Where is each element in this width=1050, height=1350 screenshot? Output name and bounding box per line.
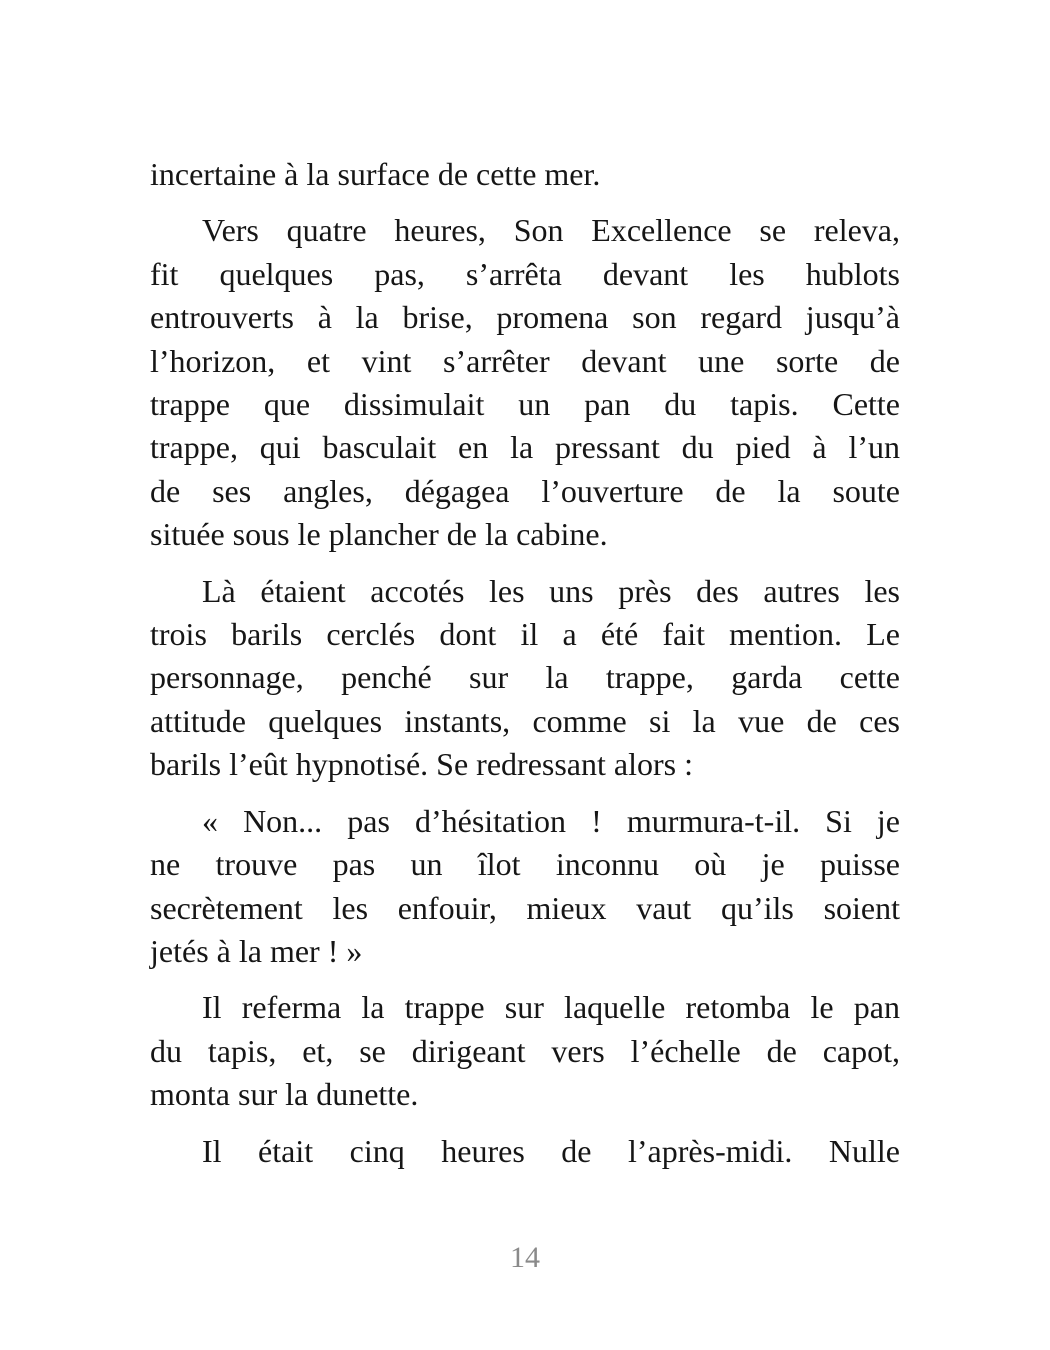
text-line: jetés à la mer ! » — [150, 932, 363, 969]
page-number: 14 — [510, 1241, 540, 1274]
text-line: du tapis, et, se dirigeant vers l’échelle de capot, — [150, 1032, 900, 1069]
paragraph — [150, 153, 900, 196]
text-line: barils l’eût hypnotisé. Se redressant alors : — [150, 746, 693, 783]
text-line: l’horizon, et vint s’arrêter devant une sorte de — [150, 342, 900, 379]
text-line: personnage, penché sur la trappe, garda cette — [150, 659, 900, 696]
text-line: Vers quatre heures, Son Excellence se releva, — [202, 212, 900, 249]
text-line: Il était cinq heures de l’après-midi. Nulle — [202, 1132, 900, 1169]
text-line: monta sur la dunette. — [150, 1076, 419, 1113]
text-line: trappe, qui basculait en la pressant du pied à l’un — [150, 429, 900, 466]
text-line: située sous le plancher de la cabine. — [150, 516, 608, 553]
text-line: secrètement les enfouir, mieux vaut qu’ils soient — [150, 889, 900, 926]
paragraph — [150, 570, 900, 787]
text-line: ne trouve pas un îlot inconnu où je puisse — [150, 846, 900, 883]
paragraph — [150, 209, 900, 556]
paragraph — [150, 800, 900, 974]
text-line: « Non... pas d’hésitation ! murmura-t-il. Si je — [202, 802, 900, 839]
text-line: entrouverts à la brise, promena son regard jusqu’à — [150, 299, 900, 336]
text-line: de ses angles, dégagea l’ouverture de la soute — [150, 472, 900, 509]
paragraph — [150, 986, 900, 1116]
text-line: Il referma la trappe sur laquelle retomba le pan — [202, 989, 900, 1026]
paragraph — [150, 1130, 900, 1173]
text-line: trappe que dissimulait un pan du tapis. Cette — [150, 386, 900, 423]
text-line: attitude quelques instants, comme si la vue de ces — [150, 702, 900, 739]
text-line: trois barils cerclés dont il a été fait mention. Le — [150, 616, 900, 653]
text-line: fit quelques pas, s’arrêta devant les hublots — [150, 255, 900, 292]
text-line: Là étaient accotés les uns près des autres les — [202, 572, 900, 609]
text-block — [150, 153, 900, 1173]
text-line: incertaine à la surface de cette mer. — [150, 156, 601, 192]
